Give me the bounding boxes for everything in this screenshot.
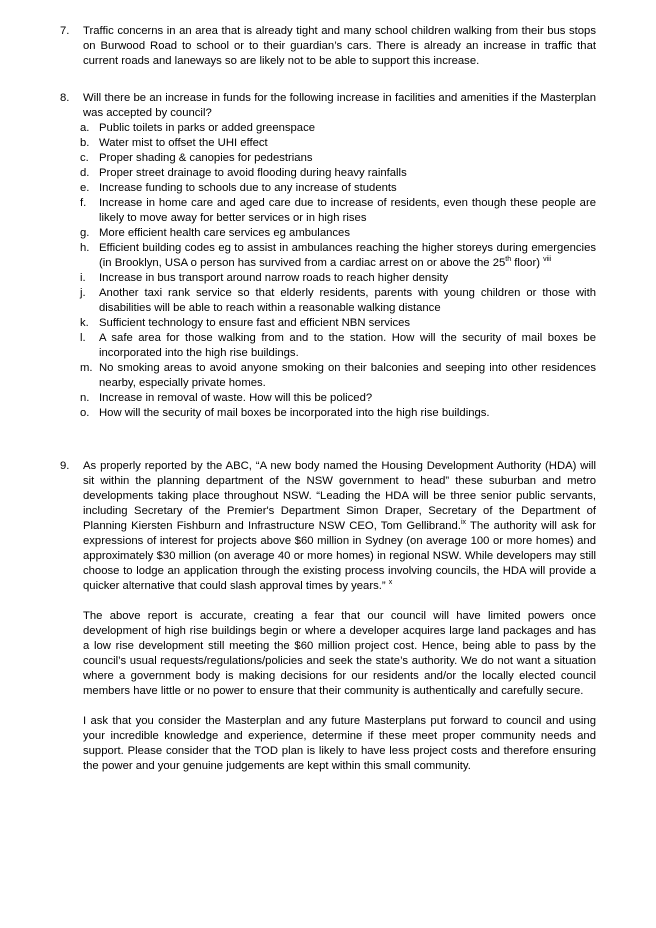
endnote-ref-viii: viii <box>543 256 552 264</box>
list-item-9 <box>60 459 596 774</box>
paragraph-text: As properly reported by the ABC, “A new body named the Housing Development Authority (HDA) will sit within the planning department of the NSW government to head” these suburban and metro developments taking place throughout NSW. “Leading the HDA will be three senior public servants, including Secretary of the Premier's Department Simon Draper, Secretary of the Department of Planning Kiersten Fishburn and Infrastructure NSW CEO, Tom Gellibrand. <box>83 460 596 532</box>
sub-item-letter: a. <box>80 122 90 134</box>
superscript: th <box>505 256 512 264</box>
endnote-ref-x: x <box>388 579 393 587</box>
sub-item-letter: f. <box>80 197 87 209</box>
sub-list <box>80 121 596 421</box>
sub-item-letter: d. <box>80 167 90 179</box>
sub-item-text: More efficient health care services eg ambulances <box>99 227 350 239</box>
item-text: Will there be an increase in funds for the following increase in facilities and amenities if the Masterplan was accepted by council? <box>83 92 596 119</box>
sub-item-letter: n. <box>80 392 90 404</box>
sub-item-text: Another taxi rank service so that elderly residents, parents with young children or those with disabilities will be able to reach within a reasonable walking distance <box>99 287 596 314</box>
sub-item-letter: m. <box>80 362 93 374</box>
sub-item-text: Public toilets in parks or added greenspace <box>99 122 316 134</box>
sub-item-letter: h. <box>80 242 90 254</box>
sub-item-letter: b. <box>80 137 90 149</box>
sub-item-m <box>80 361 596 391</box>
list-item-7 <box>60 24 596 69</box>
sub-item-text: Increase in home care and aged care due to increase of residents, even though these people are likely to move away for better services or in high rises <box>99 197 596 224</box>
sub-item-letter: o. <box>80 407 90 419</box>
sub-item-letter: i. <box>80 272 86 284</box>
sub-item-j <box>80 286 596 316</box>
paragraph-council-powers: The above report is accurate, creating a fear that our council will have limited powers once development of high rise buildings begin or where a developer acquires large land packages and has a low rise development still meeting the $60 million project cost. Hence, being able to pass by the council’s usual requests/regulations/policies and seek the state’s authority. We do not want a situation where a government body is making decisions for our residents and/or the locally elected council members have little or no power to ensure that their community is authentically and carefully secure. <box>83 610 596 697</box>
item-number: 7. <box>60 25 70 37</box>
sub-item-f <box>80 196 596 226</box>
sub-item-text-tail: floor) <box>511 257 544 269</box>
sub-item-letter: j. <box>80 287 86 299</box>
sub-item-text: Sufficient technology to ensure fast and efficient NBN services <box>99 317 411 329</box>
sub-item-h <box>80 241 596 271</box>
sub-item-o <box>80 406 596 421</box>
sub-item-letter: g. <box>80 227 90 239</box>
list-item-8 <box>60 91 596 421</box>
sub-item-text: Water mist to offset the UHI effect <box>99 137 268 149</box>
item-number: 8. <box>60 92 70 104</box>
sub-item-letter: l. <box>80 332 86 344</box>
sub-item-c <box>80 151 596 166</box>
sub-item-text: Increase in bus transport around narrow roads to reach higher density <box>99 272 449 284</box>
sub-item-letter: e. <box>80 182 90 194</box>
paragraph-request: I ask that you consider the Masterplan and any future Masterplans put forward to council and using your incredible knowledge and experience, determine if these meet proper community needs and support. Please consider that the TOD plan is likely to have less project costs and therefore ensuring the power and your genuine judgements are kept within this small community. <box>83 715 596 772</box>
sub-item-k <box>80 316 596 331</box>
sub-item-text: Efficient building codes eg to assist in ambulances reaching the higher storeys during emergencies (in Brooklyn, USA o person has survived from a cardiac arrest on or above the 25 <box>99 242 596 269</box>
sub-item-text: No smoking areas to avoid anyone smoking on their balconies and seeping into other residences nearby, especially private homes. <box>99 362 596 389</box>
sub-item-e <box>80 181 596 196</box>
sub-item-d <box>80 166 596 181</box>
sub-item-text: Proper street drainage to avoid flooding during heavy rainfalls <box>99 167 407 179</box>
sub-item-letter: k. <box>80 317 89 329</box>
sub-item-i <box>80 271 596 286</box>
sub-item-b <box>80 136 596 151</box>
sub-item-text: A safe area for those walking from and to the station. How will the security of mail boxes be incorporated into the high rise buildings. <box>99 332 596 359</box>
sub-item-a <box>80 121 596 136</box>
sub-item-text: Increase in removal of waste. How will this be policed? <box>99 392 373 404</box>
sub-item-text: Increase funding to schools due to any increase of students <box>99 182 397 194</box>
item-number: 9. <box>60 460 70 472</box>
item-text: Traffic concerns in an area that is already tight and many school children walking from their bus stops on Burwood Road to school or to their guardian’s cars. There is already an increase in traffic that current roads and laneways so are likely not to be able to support this increase. <box>83 25 596 67</box>
sub-item-text: How will the security of mail boxes be incorporated into the high rise buildings. <box>99 407 490 419</box>
sub-item-text: Proper shading & canopies for pedestrians <box>99 152 313 164</box>
sub-item-g <box>80 226 596 241</box>
sub-item-letter: c. <box>80 152 89 164</box>
sub-item-l <box>80 331 596 361</box>
paragraph-abc-report <box>83 459 596 594</box>
sub-item-n <box>80 391 596 406</box>
paragraph-text: The authority will ask for expressions of interest for projects above $60 million in Sydney (on average 100 or more homes) and approximately $30 million (on average 40 or more homes) in regional NSW. While developers may still choose to lodge an application through the existing process involving councils, the HDA will provide a quicker alternative that could slash approval times by years.” <box>83 520 596 592</box>
endnote-ref-ix: ix <box>460 519 467 527</box>
